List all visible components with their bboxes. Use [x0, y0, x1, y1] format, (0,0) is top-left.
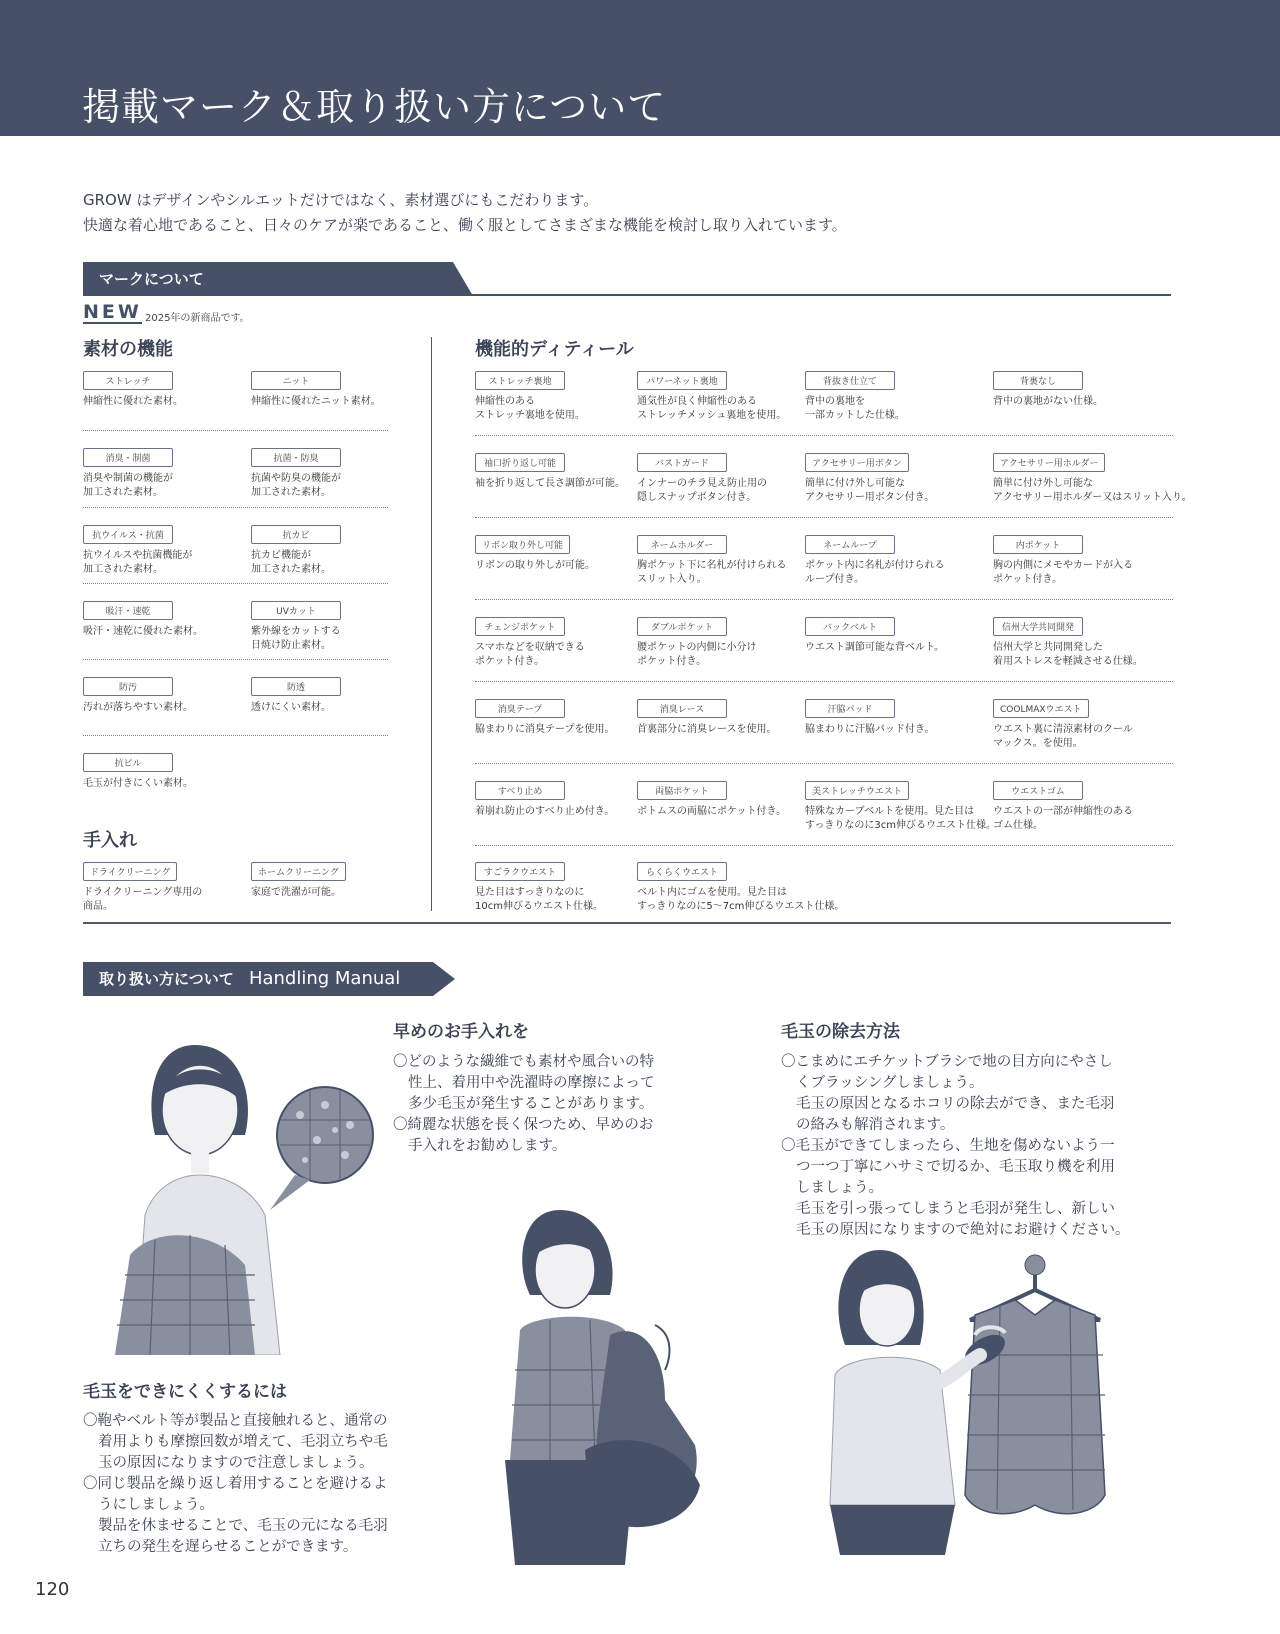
removal-text [781, 1052, 1161, 1241]
mark-badge: ニット [251, 371, 341, 390]
intro-line-2: 快適な着心地であること、日々のケアが楽であること、働く服としてさまざまな機能を検討し取り入れています。 [83, 216, 847, 234]
handling-tab-label: 取り扱い方について [99, 970, 234, 988]
mark-badge: すごラクウエスト [475, 862, 565, 881]
mark-item [83, 448, 173, 500]
mark-desc: 胸の内側にメモやカードが入る ポケット付き。 [993, 560, 1133, 585]
removal-line: 毛玉の原因になりますので絶対にお避けください。 [796, 1222, 1130, 1238]
mark-badge: 消臭・制菌 [83, 448, 173, 467]
mark-item [637, 453, 767, 505]
prevent-line: 着用よりも摩擦回数が増えて、毛羽立ちや毛 [98, 1434, 388, 1450]
mark-desc: 簡単に付け外し可能な アクセサリー用ホルダー又はスリット入り。 [993, 478, 1192, 503]
mark-badge: らくらくウエスト [637, 862, 727, 881]
removal-line: くブラッシングしましょう。 [796, 1075, 984, 1091]
mark-item [637, 862, 844, 914]
mark-desc: 背中の裏地がない仕様。 [993, 396, 1103, 407]
mark-item [475, 535, 595, 573]
mark-item [251, 525, 341, 577]
mark-desc: 伸縮性のある ストレッチ裏地を使用。 [475, 396, 585, 421]
mark-badge: ストレッチ裏地 [475, 371, 565, 390]
mark-badge: 汗脇パッド [805, 699, 895, 718]
removal-line: しましょう。 [796, 1180, 883, 1196]
mark-item [475, 781, 614, 819]
mark-badge: バストガード [637, 453, 727, 472]
mark-item [475, 453, 625, 491]
mark-item [993, 699, 1133, 751]
prevent-line: 製品を休ませることで、毛玉の元になる毛羽 [98, 1518, 388, 1534]
mark-desc: 紫外線をカットする 日焼け防止素材。 [251, 626, 341, 651]
removal-line: 〇こまめにエチケットブラシで地の目方向にやさし [781, 1054, 1113, 1070]
mark-desc: 汚れが落ちやすい素材。 [83, 702, 193, 713]
woman-pilling-illustration [95, 1025, 385, 1355]
dotted-divider [475, 517, 1173, 518]
mark-desc: ベルト内にゴムを使用。見た目は すっきりなのに5〜7cm伸びるウエスト仕様。 [637, 887, 845, 912]
mark-item [475, 862, 603, 914]
woman-bag-illustration [490, 1200, 730, 1565]
mark-desc: スマホなどを収納できる ポケット付き。 [475, 642, 585, 667]
mark-item [83, 677, 193, 715]
mark-item [83, 525, 192, 577]
mark-desc: 透けにくい素材。 [251, 702, 331, 713]
mark-badge: すべり止め [475, 781, 565, 800]
dotted-divider [475, 763, 1173, 764]
mark-desc: 吸汗・速乾に優れた素材。 [83, 626, 203, 637]
mark-item [251, 448, 341, 500]
mark-item [993, 371, 1103, 409]
care-title: 手入れ [83, 830, 137, 851]
handling-section-tab [83, 962, 455, 996]
mark-desc: ポケット内に名札が付けられる ループ付き。 [805, 560, 945, 585]
mark-badge: アクセサリー用ボタン [805, 453, 909, 472]
mark-item [637, 617, 757, 669]
early-care-text [393, 1052, 693, 1157]
mark-item [83, 371, 183, 409]
mark-badge: ダブルポケット [637, 617, 727, 636]
mark-desc: 家庭で洗濯が可能。 [251, 887, 341, 898]
mark-item [637, 781, 786, 819]
mark-badge: 両脇ポケット [637, 781, 727, 800]
mark-desc: 消臭や制菌の機能が 加工された素材。 [83, 473, 173, 498]
marks-bottom-rule [83, 922, 1171, 924]
removal-line: 毛玉を引っ張ってしまうと毛羽が発生し、新しい [796, 1201, 1115, 1217]
mark-badge: 消臭テープ [475, 699, 565, 718]
prevent-line: 〇鞄やベルト等が製品と直接触れると、通常の [83, 1413, 388, 1429]
dotted-divider [83, 430, 388, 431]
mark-desc: 伸縮性に優れた素材。 [83, 396, 183, 407]
mark-badge: バックベルト [805, 617, 895, 636]
mark-badge: 消臭レース [637, 699, 727, 718]
mark-badge: 抗ウイルス・抗菌 [83, 525, 173, 544]
mark-badge: ネームホルダー [637, 535, 727, 554]
prevent-line: 立ちの発生を遅らせることができます。 [98, 1539, 358, 1555]
mark-item [637, 699, 777, 737]
mark-desc: インナーのチラ見え防止用の 隠しスナップボタン付き。 [637, 478, 767, 503]
mark-item [475, 371, 585, 423]
removal-line: の絡みも解消されます。 [796, 1117, 955, 1133]
mark-desc: 抗カビ機能が 加工された素材。 [251, 550, 331, 575]
mark-badge: ウエストゴム [993, 781, 1083, 800]
early-care-line: 〇どのような繊維でも素材や風合いの特 [393, 1054, 654, 1070]
removal-line: 〇毛玉ができてしまったら、生地を傷めないよう一 [781, 1138, 1115, 1154]
dotted-divider [475, 845, 1173, 846]
mark-item [805, 453, 934, 505]
mark-desc: 脇まわりに消臭テープを使用。 [475, 724, 615, 735]
prevent-text [83, 1411, 423, 1558]
mark-item [993, 535, 1133, 587]
dotted-divider [475, 599, 1173, 600]
dotted-divider [83, 583, 388, 584]
mark-badge: 吸汗・速乾 [83, 601, 173, 620]
page-number: 120 [35, 1579, 70, 1600]
new-mark: NEW [83, 301, 142, 323]
mark-desc: 通気性が良く伸縮性のある ストレッチメッシュ裏地を使用。 [637, 396, 787, 421]
mark-item [637, 535, 787, 587]
mark-badge: UVカット [251, 601, 341, 620]
page-header [0, 0, 1280, 136]
prevent-line: うにしましょう。 [98, 1497, 214, 1513]
mark-item [993, 617, 1143, 669]
mark-badge: リボン取り外し可能 [475, 535, 570, 554]
mark-desc: 毛玉が付きにくい素材。 [83, 778, 193, 789]
mark-badge: ホームクリーニング [251, 862, 346, 881]
early-care-line: 手入れをお勧めします。 [408, 1138, 567, 1154]
marks-section-tab [83, 262, 473, 296]
removal-line: 毛玉の原因となるホコリの除去ができ、また毛羽 [796, 1096, 1115, 1112]
mark-badge: アクセサリー用ホルダー [993, 453, 1105, 472]
mark-item [251, 601, 341, 653]
early-care-title: 早めのお手入れを [393, 1022, 529, 1042]
dotted-divider [475, 681, 1173, 682]
removal-line: つ一つ丁寧にハサミで切るか、毛玉取り機を利用 [796, 1159, 1115, 1175]
mark-item [251, 371, 381, 409]
woman-brushing-illustration [825, 1245, 1135, 1555]
mark-badge: 内ポケット [993, 535, 1083, 554]
mark-item [993, 453, 1192, 505]
mark-item [805, 617, 944, 655]
mark-desc: ウエストの一部が伸縮性のある ゴム仕様。 [993, 806, 1133, 831]
mark-badge: パワーネット裏地 [637, 371, 727, 390]
mark-badge: 信州大学共同開発 [993, 617, 1083, 636]
mark-desc: 信州大学と共同開発した 着用ストレスを軽減させる仕様。 [993, 642, 1143, 667]
mark-item [251, 677, 341, 715]
dotted-divider [83, 659, 388, 660]
mark-desc: ボトムスの両脇にポケット付き。 [637, 806, 787, 817]
mark-item [637, 371, 786, 423]
mark-badge: 背裏なし [993, 371, 1083, 390]
mark-badge: 背抜き仕立て [805, 371, 895, 390]
mark-desc: 袖を折り返して長さ調節が可能。 [475, 478, 625, 489]
mark-desc: 首裏部分に消臭レースを使用。 [637, 724, 777, 735]
mark-item [83, 862, 202, 914]
mark-badge: 袖口折り返し可能 [475, 453, 565, 472]
mark-badge: 防透 [251, 677, 341, 696]
intro-text [83, 188, 847, 238]
mark-desc: 背中の裏地を 一部カットした仕様。 [805, 396, 905, 421]
mark-desc: ウエスト調節可能な背ベルト。 [805, 642, 945, 653]
mark-badge: COOLMAXウエスト [993, 699, 1089, 718]
mark-desc: 着崩れ防止のすべり止め付き。 [475, 806, 615, 817]
mark-badge: 美ストレッチウエスト [805, 781, 909, 800]
mark-desc: 抗菌や防臭の機能が 加工された素材。 [251, 473, 341, 498]
handling-tab-label-en: Handling Manual [248, 968, 401, 989]
mark-desc: ドライクリーニング専用の 商品。 [83, 887, 203, 912]
mark-badge: 防汚 [83, 677, 173, 696]
mark-badge: チェンジポケット [475, 617, 565, 636]
mark-item [251, 862, 346, 900]
mark-badge: ドライクリーニング [83, 862, 177, 881]
mark-desc: 伸縮性に優れたニット素材。 [251, 396, 381, 407]
dotted-divider [83, 735, 388, 736]
mark-desc: ウエスト裏に清涼素材のクール マックス。を使用。 [993, 724, 1133, 749]
removal-title: 毛玉の除去方法 [781, 1022, 900, 1042]
mark-item [805, 535, 945, 587]
column-divider [431, 337, 432, 911]
mark-badge: ネームループ [805, 535, 895, 554]
early-care-line: 多少毛玉が発生することがあります。 [408, 1096, 654, 1112]
mark-badge: 抗カビ [251, 525, 341, 544]
new-mark-desc: 2025年の新商品です。 [145, 313, 250, 324]
mark-desc: 簡単に付け外し可能な アクセサリー用ボタン付き。 [805, 478, 935, 503]
mark-item [805, 781, 996, 833]
mark-desc: 見た目はすっきりなのに 10cm伸びるウエスト仕様。 [475, 887, 603, 912]
prevent-title: 毛玉をできにくくするには [83, 1382, 287, 1402]
mark-badge: ストレッチ [83, 371, 173, 390]
material-title: 素材の機能 [83, 339, 173, 360]
mark-badge: 抗菌・防臭 [251, 448, 341, 467]
mark-desc: 脇まわりに汗脇パッド付き。 [805, 724, 935, 735]
mark-item [993, 781, 1133, 833]
page-title: 掲載マーク＆取り扱い方について [82, 85, 667, 129]
mark-desc: 特殊なカーブベルトを使用。見た目は すっきりなのに3cm伸びるウエスト仕様。 [805, 806, 997, 831]
mark-item [83, 753, 193, 791]
mark-item [805, 371, 905, 423]
dotted-divider [475, 435, 1173, 436]
intro-line-1: GROW はデザインやシルエットだけではなく、素材選びにもこだわります。 [83, 191, 599, 209]
dotted-divider [83, 507, 388, 508]
marks-tab-label: マークについて [99, 270, 204, 288]
mark-badge: 抗ピル [83, 753, 173, 772]
mark-item [475, 617, 585, 669]
mark-item [475, 699, 615, 737]
early-care-line: 性上、着用中や洗濯時の摩擦によって [408, 1075, 655, 1091]
early-care-line: 〇綺麗な状態を長く保つため、早めのお [393, 1117, 654, 1133]
marks-section-rule [83, 294, 1171, 296]
prevent-line: 〇同じ製品を繰り返し着用することを避けるよ [83, 1476, 388, 1492]
detail-title: 機能的ディティール [475, 339, 634, 360]
mark-desc: リボンの取り外しが可能。 [475, 560, 595, 571]
mark-item [805, 699, 935, 737]
mark-desc: 胸ポケット下に名札が付けられる スリット入り。 [637, 560, 787, 585]
prevent-line: 玉の原因になりますので注意しましょう。 [98, 1455, 374, 1471]
mark-item [83, 601, 203, 639]
mark-desc: 腰ポケットの内側に小分け ポケット付き。 [637, 642, 757, 667]
mark-desc: 抗ウイルスや抗菌機能が 加工された素材。 [83, 550, 193, 575]
